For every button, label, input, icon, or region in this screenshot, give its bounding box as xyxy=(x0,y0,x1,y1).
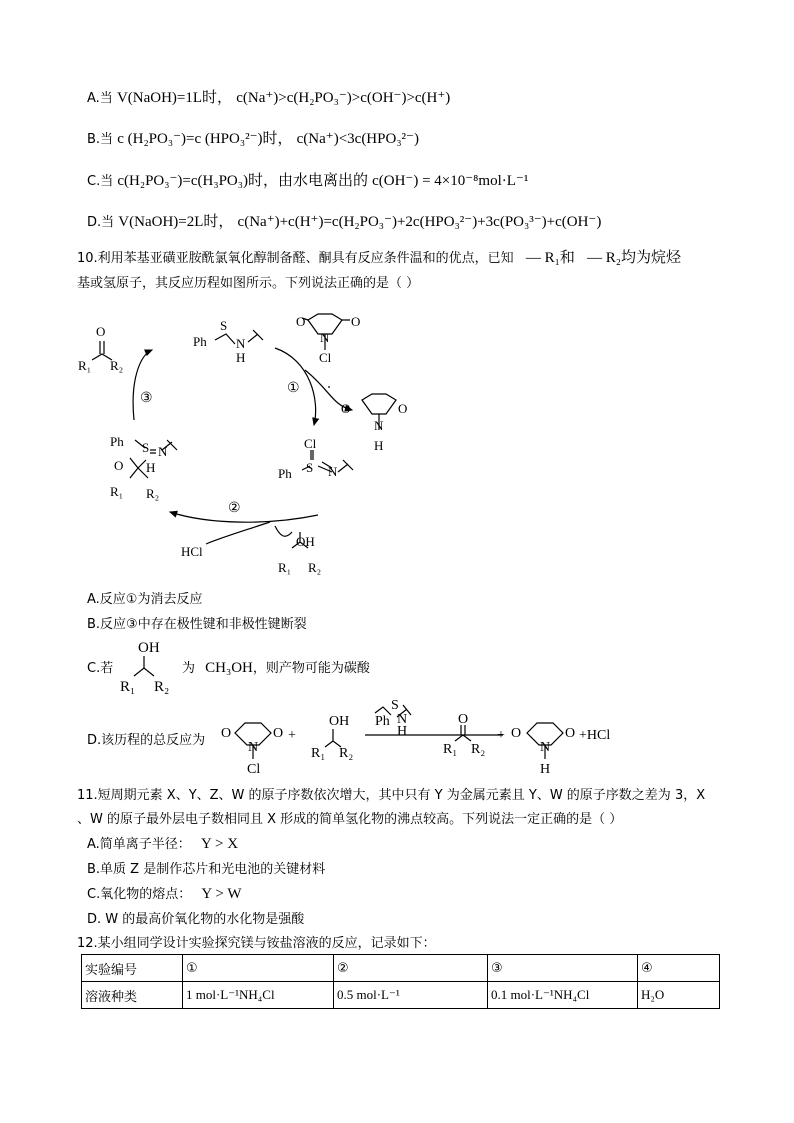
table-cell: 1 mol·L⁻¹NH₄Cl xyxy=(183,982,334,1009)
q9-option-a xyxy=(87,86,450,107)
cat-s: S xyxy=(391,698,399,713)
n-label: N xyxy=(236,336,246,351)
succ-h: H xyxy=(540,762,551,777)
succ-o-right: O xyxy=(398,401,408,416)
r1-label: R₁ xyxy=(120,679,136,695)
ncs-o-right: O xyxy=(273,726,284,741)
q10-stem-line2: 基或氢原子，其反应历程如图所示。下列说法正确的是（ ） xyxy=(77,276,420,291)
table-cell: 0.5 mol·L⁻¹ xyxy=(334,982,488,1009)
ncs-cl: Cl xyxy=(319,350,332,365)
table-cell: ③ xyxy=(488,955,638,982)
step1-label: ① xyxy=(287,381,300,396)
q11-option-b: B.单质 Z 是制作芯片和光电池的关键材料 xyxy=(87,862,326,877)
option-expression: c(OH⁻) = 4×10⁻⁸mol·L⁻¹ xyxy=(372,173,529,189)
q11-option-d: D. W 的最高价氧化物的水化物是强酸 xyxy=(87,912,305,927)
ketone-o: O xyxy=(96,324,106,339)
h-label: H xyxy=(236,350,246,365)
option-c-prefix: C.若 xyxy=(87,661,114,676)
alc-oh: OH xyxy=(296,534,315,549)
alc-r1: R₁ xyxy=(278,560,292,575)
option-a-text: A.简单离子半径： xyxy=(87,837,191,852)
left-h: H xyxy=(146,460,156,475)
q10-option-d-prefix: D.该历程的总反应为 xyxy=(87,733,206,748)
table-cell: 0.1 mol·L⁻¹NH₄Cl xyxy=(488,982,638,1009)
option-c-expr: Y > W xyxy=(201,886,242,902)
option-a-expr: Y > X xyxy=(200,836,239,852)
option-condition: V(NaOH)=2L时， xyxy=(118,214,234,230)
q9-option-d xyxy=(87,210,601,231)
option-c-text: C.氧化物的熔点： xyxy=(87,887,192,902)
plus-sign: + xyxy=(497,728,505,743)
table-cell: ① xyxy=(183,955,334,982)
table-row xyxy=(82,982,720,1009)
table-cell: ④ xyxy=(638,955,720,982)
s-label: S xyxy=(220,318,228,333)
ncs-o-right: O xyxy=(351,314,361,329)
q10-option-a: A.反应①为消去反应 xyxy=(87,592,203,607)
hcl-label: HCl xyxy=(181,544,203,559)
q10-stem-line1 xyxy=(77,246,681,267)
option-expression: c(Na⁺)>c(H₂PO₃⁻)>c(OH⁻)>c(H⁺) xyxy=(236,90,451,106)
option-c-post: ，则产物可能为碳酸 xyxy=(252,661,370,676)
alc-oh: OH xyxy=(329,714,350,729)
int-s: S xyxy=(306,460,314,475)
int-ph: Ph xyxy=(278,466,292,481)
option-label: C.当 xyxy=(87,174,114,189)
option-expression: c(Na⁺)<3c(HPO₃²⁻) xyxy=(296,131,419,147)
ncs-n: N xyxy=(320,330,330,345)
ncs-cl: Cl xyxy=(247,762,261,777)
table-cell: 溶液种类 xyxy=(82,982,183,1009)
int-n: N xyxy=(328,464,338,479)
ketone-r1: R₁ xyxy=(78,358,92,373)
left-s: S xyxy=(142,440,150,455)
succ-n: N xyxy=(374,418,384,433)
option-condition: c(H₂PO₃⁻)=c(H₃PO₃)时，由水电离出的 xyxy=(117,173,368,189)
q10-option-c xyxy=(87,657,113,676)
alc-r2: R₂ xyxy=(308,560,322,575)
option-condition: V(NaOH)=1L时， xyxy=(116,90,233,106)
overall-reaction-equation xyxy=(215,695,635,783)
q10-option-c-rest xyxy=(182,657,370,677)
step2-arrow xyxy=(170,512,318,522)
left-r2: R₂ xyxy=(146,486,160,501)
step2-label: ② xyxy=(228,501,241,516)
succ-o-right: O xyxy=(565,726,576,741)
int-cl: Cl xyxy=(304,436,317,451)
succ-o-left: O xyxy=(511,726,522,741)
alc-r2: R₂ xyxy=(339,746,354,761)
r2-label: R₂ xyxy=(154,679,170,695)
step3-arrow xyxy=(133,350,152,420)
step2-hcl-arrow xyxy=(206,522,270,544)
prod-r1: R₁ xyxy=(443,742,458,757)
table-cell: ② xyxy=(334,955,488,982)
r2-label: — R₂均为烷烃 xyxy=(586,250,681,266)
ph-label: Ph xyxy=(193,334,207,349)
alc-r1: R₁ xyxy=(311,746,326,761)
q10-stem-text: 10.利用苯基亚磺亚胺酰氯氧化醇制备醛、酮具有反应条件温和的优点，已知 xyxy=(77,251,514,266)
q11-option-a xyxy=(87,833,238,853)
left-ph: Ph xyxy=(110,434,124,449)
cat-n: N xyxy=(397,712,408,727)
q11-option-c xyxy=(87,883,241,903)
cat-ph: Ph xyxy=(375,714,390,729)
cat-h: H xyxy=(397,724,408,739)
plus-sign: + xyxy=(288,728,296,743)
q11-stem-line1: 11.短周期元素 X、Y、Z、W 的原子序数依次增大，其中只有 Y 为金属元素且 Y、W 的原子序数之差为 3，X xyxy=(77,788,706,803)
q9-option-c xyxy=(87,169,528,190)
left-o: O xyxy=(114,458,124,473)
left-n: N xyxy=(158,444,168,459)
q9-option-b xyxy=(87,127,419,148)
q12-stem: 12.某小组同学设计实验探究镁与铵盐溶液的反应，记录如下： xyxy=(77,936,436,951)
hcl-term: +HCl xyxy=(579,728,611,743)
reaction-cycle-diagram xyxy=(70,300,430,585)
experiment-table xyxy=(81,954,720,1009)
left-r1: R₁ xyxy=(110,484,124,499)
succ-n: N xyxy=(540,740,551,755)
option-expression: c(Na⁺)+c(H⁺)=c(H₂PO₃⁻)+2c(HPO₃²⁻)+3c(PO₃³⁻)+c(OH⁻) xyxy=(237,214,602,230)
prod-o: O xyxy=(458,712,469,727)
table-cell: 实验编号 xyxy=(82,955,183,982)
option-label: A.当 xyxy=(87,91,113,106)
table-row xyxy=(82,955,720,982)
ncs-o-left: O xyxy=(296,314,306,329)
ketone-r2: R₂ xyxy=(110,358,124,373)
option-label: B.当 xyxy=(87,132,114,147)
q10-option-b: B.反应③中存在极性键和非极性键断裂 xyxy=(87,617,307,632)
prod-r2: R₂ xyxy=(471,742,486,757)
oh-label: OH xyxy=(138,640,160,656)
succ-h: H xyxy=(374,438,384,453)
q11-stem-line2: 、W 的原子最外层电子数相同且 X 形成的简单氢化物的沸点较高。下列说法一定正确的是（ ） xyxy=(77,812,623,827)
option-label: D.当 xyxy=(87,215,115,230)
ncs-n: N xyxy=(248,740,259,755)
option-c-chem: CH₃OH xyxy=(205,660,253,676)
step2-alcohol-arrow xyxy=(275,526,292,536)
q10-option-c-structure xyxy=(118,636,188,696)
option-c-mid: 为 xyxy=(182,661,196,676)
option-condition: c (H₂PO₃⁻)=c (HPO₃²⁻)时， xyxy=(117,131,293,147)
ncs-o-left: O xyxy=(221,726,232,741)
succ-o-left: O xyxy=(341,401,351,416)
table-cell: H₂O xyxy=(638,982,720,1009)
step3-label: ③ xyxy=(140,391,153,406)
r1-label: — R₁和 xyxy=(525,250,575,266)
